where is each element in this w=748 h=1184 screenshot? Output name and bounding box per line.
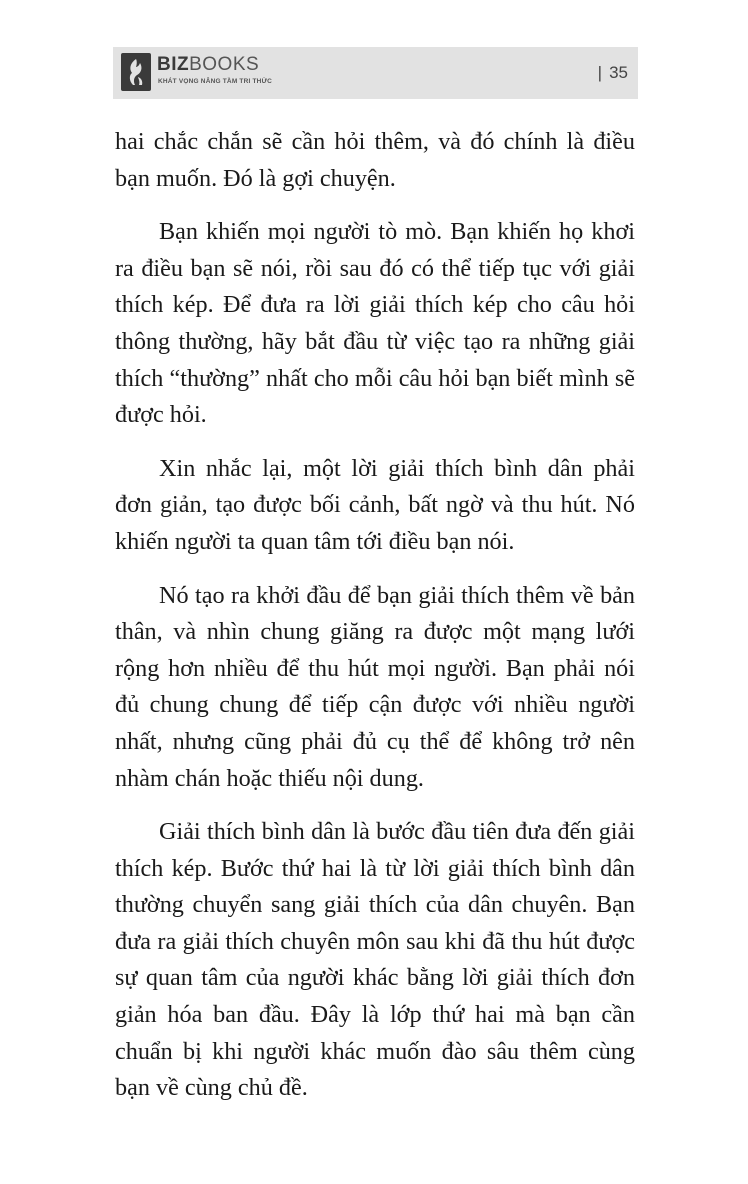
page-separator: | [597,63,603,82]
paragraph-3: Xin nhắc lại, một lời giải thích bình dân phải đơn giản, tạo được bối cảnh, bất ngờ và thu hút. Nó khiến người ta quan tâm tới điều bạn nói. [115,454,635,555]
paragraph-2: Bạn khiến mọi người tò mò. Bạn khiến họ khơi ra điều bạn sẽ nói, rồi sau đó có thể tiếp tục với giải thích kép. Để đưa ra lời giải thích kép cho câu hỏi thông thường, hãy bắt đầu từ việc tạo ra những giải thích “thường” nhất cho mỗi câu hỏi bạn biết mình sẽ được hỏi. [115,218,635,429]
brand-bold: BIZ [157,54,190,75]
running-header [113,47,638,99]
bizbooks-logo-icon [121,53,151,91]
brand-name [157,54,259,76]
paragraph-5: Giải thích bình dân là bước đầu tiên đưa đến giải thích kép. Bước thứ hai là từ lời giải thích bình dân thường chuyển sang giải thích của dân chuyên. Bạn đưa ra giải thích chuyên môn sau khi đã thu hút được sự quan tâm của người khác bằng lời giải thích đơn giản hóa ban đầu. Đây là lớp thứ hai mà bạn cần chuẩn bị khi người khác muốn đào sâu thêm cùng bạn về cùng chủ đề. [115,818,635,1102]
paragraph-1: hai chắc chắn sẽ cần hỏi thêm, và đó chính là điều bạn muốn. Đó là gợi chuyện. [115,128,635,192]
paragraph-4: Nó tạo ra khởi đầu để bạn giải thích thêm về bản thân, và nhìn chung giăng ra được một mạng lưới rộng hơn nhiều để thu hút mọi người. Bạn phải nói đủ chung chung để tiếp cận được với nhiều người nhất, nhưng cũng phải đủ cụ thể để không trở nên nhàm chán hoặc thiếu nội dung. [115,581,635,792]
brand-light: BOOKS [189,54,260,75]
brand-tagline: KHÁT VỌNG NÂNG TẦM TRI THỨC [158,78,273,85]
body-text [115,124,635,1124]
page-number: 35 [609,63,628,82]
page-number-group [598,62,628,84]
